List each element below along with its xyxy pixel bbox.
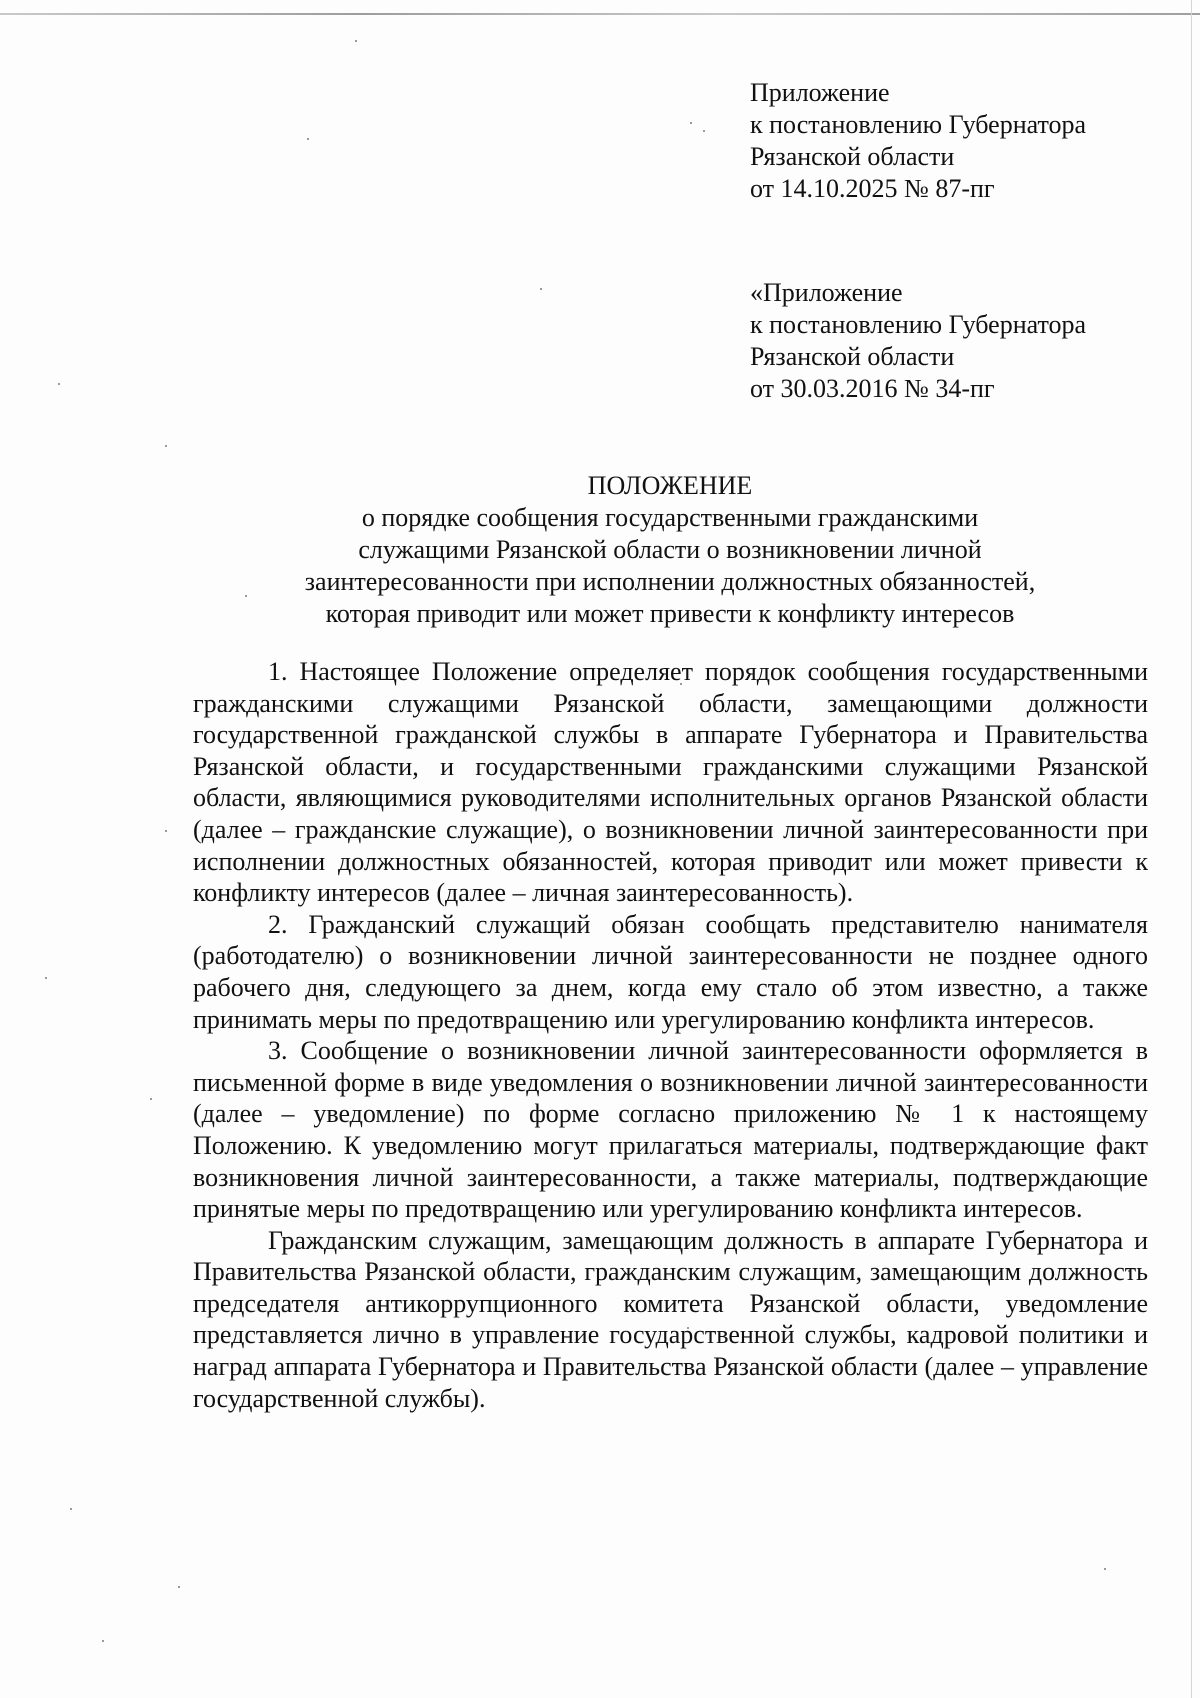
approval-stamp-previous xyxy=(750,277,1086,405)
scan-right-edge xyxy=(1191,0,1192,1698)
scan-speck xyxy=(703,130,705,132)
scan-speck xyxy=(70,1508,72,1510)
scan-top-edge xyxy=(0,13,1200,15)
body-paragraph: 1. Настоящее Положение определяет порядок сообщения государственными гражданскими служащими Рязанской области, замещающими должности государственной гражданской службы в аппарате Губернатора и Правительства Рязанской области, и государственными гражданскими служащими Рязанской области, являющимися руководителями исполнительных органов Рязанской области (далее – гражданские служащие), о возникновении личной заинтересованности при исполнении должностных обязанностей, которая приводит или может привести к конфликту интересов (далее – личная заинтересованность). xyxy=(193,657,1148,908)
scan-speck xyxy=(165,830,167,832)
approval-line: Приложение xyxy=(750,78,890,107)
approval-line: Рязанской области xyxy=(750,142,955,171)
document-subtitle-line: служащими Рязанской области о возникновении личной xyxy=(358,535,982,564)
approval-line: от 30.03.2016 № 34-пг xyxy=(750,374,995,403)
document-subtitle-line: о порядке сообщения государственными гражданскими xyxy=(361,503,979,532)
scan-speck xyxy=(178,1586,180,1588)
scan-speck xyxy=(165,445,167,447)
scan-speck xyxy=(150,1098,152,1100)
scan-speck xyxy=(102,1640,104,1642)
scan-speck xyxy=(355,40,357,42)
scan-speck xyxy=(45,977,47,979)
document-title-block xyxy=(170,470,1170,630)
body-paragraph: 2. Гражданский служащий обязан сообщать представителю нанимателя (работодателю) о возникновении личной заинтересованности не позднее одного рабочего дня, следующего за днем, когда ему стало об этом известно, а также принимать меры по предотвращению или урегулированию конфликта интересов. xyxy=(193,909,1148,1034)
approval-line: к постановлению Губернатора xyxy=(750,110,1087,139)
approval-line: «Приложение xyxy=(750,278,903,307)
approval-line: к постановлению Губернатора xyxy=(750,310,1087,339)
document-subtitle-line: заинтересованности при исполнении должностных обязанностей, xyxy=(304,567,1036,596)
scan-speck xyxy=(1104,1568,1106,1570)
body-paragraph: Гражданским служащим, замещающим должность в аппарате Губернатора и Правительства Рязанской области, гражданским служащим, замещающим должность председателя антикоррупционного комитета Рязанской области, уведомление представляется лично в управление государственной службы, кадровой политики и наград аппарата Губернатора и Правительства Рязанской области (далее – управление государственной службы). xyxy=(193,1225,1148,1413)
scan-speck xyxy=(307,138,309,140)
approval-line: от 14.10.2025 № 87-пг xyxy=(750,174,995,203)
scan-speck xyxy=(690,122,692,124)
scan-speck xyxy=(58,383,60,385)
document-body xyxy=(193,656,1148,1414)
approval-stamp-current xyxy=(750,77,1086,205)
approval-line: Рязанской области xyxy=(750,342,955,371)
body-paragraph: 3. Сообщение о возникновении личной заинтересованности оформляется в письменной форме в виде уведомления о возникновении личной заинтересованности (далее – уведомление) по форме согласно приложению № 1 к настоящему Положению. К уведомлению могут прилагаться материалы, подтверждающие факт возникновения личной заинтересованности, а также материалы, подтверждающие принятые меры по предотвращению или урегулированию конфликта интересов. xyxy=(193,1036,1148,1224)
document-title: ПОЛОЖЕНИЕ xyxy=(587,471,753,500)
document-subtitle-line: которая приводит или может привести к конфликту интересов xyxy=(325,599,1015,628)
scan-speck xyxy=(540,288,542,290)
